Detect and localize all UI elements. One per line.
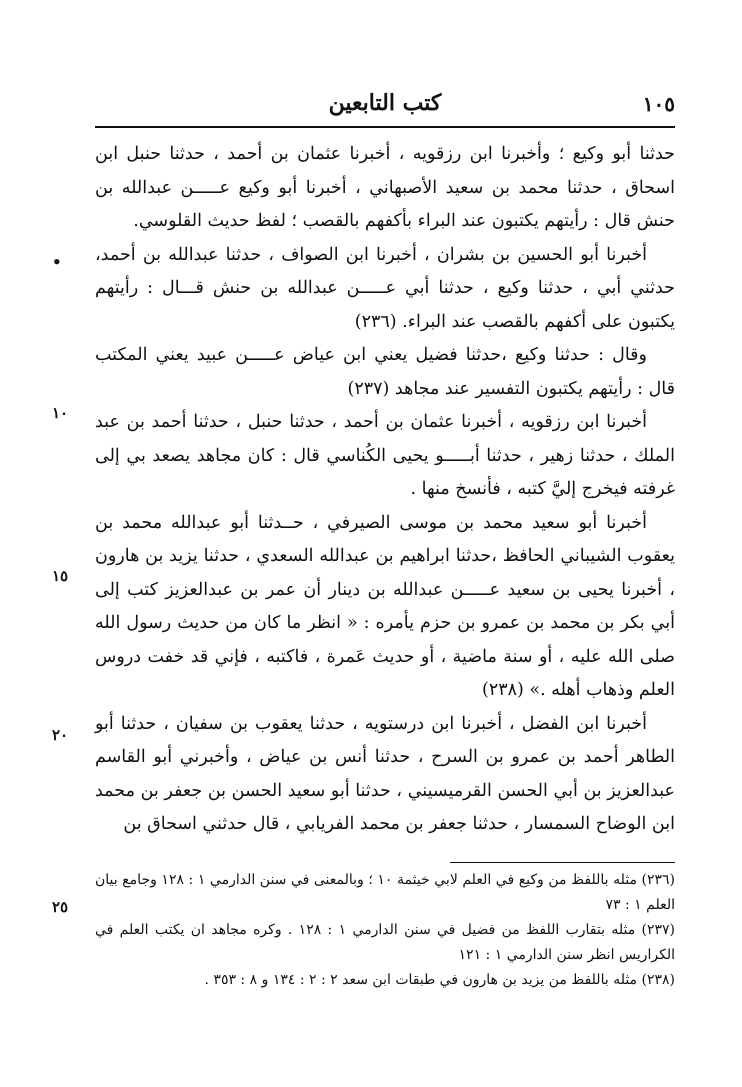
header-rule <box>95 126 675 128</box>
main-text <box>95 138 675 842</box>
paragraph: أخبرنا أبو الحسين بن بشران ، أخبرنا ابن الصواف ، حدثنا عبدالله بن أحمد، حدثني أبي ، حدثنا وكيع ، حدثنا أبي عـــــن عبدالله بن حنش قـــال : رأيتهم يكتبون على أكفهم بالقصب عند البراء. (٢٣٦) <box>95 244 675 332</box>
footnote: (٢٣٧) مثله بتقارب اللفظ من فضيل في سنن الدارمي ١ : ١٢٨ . وكره مجاهد ان يكتب العلم في الكراريس انظر سنن الدارمي ١ : ١٢١ <box>95 922 675 963</box>
page-header <box>95 90 675 124</box>
line-number-25: ٢٥ <box>52 898 69 916</box>
footnote: (٢٣٨) مثله باللفظ من يزيد بن هارون في طبقات ابن سعد ٢ : ٢ : ١٣٤ و ٨ : ٣٥٣ . <box>204 972 675 988</box>
footnote-rule <box>450 862 675 863</box>
paragraph: أخبرنا ابن رزقويه ، أخبرنا عثمان بن أحمد ، حدثنا حنبل ، حدثنا أحمد بن عبد الملك ، حدثنا زهير ، حدثنا أبـــــو يحيى الكُناسي قال : كان مجاهد يصعد بي إلى غرفته فيخرج إليَّ كتبه ، فأنسخ منها . <box>95 412 675 499</box>
footnotes <box>95 868 675 993</box>
line-number-20: ٢٠ <box>52 726 69 744</box>
paragraph: أخبرنا ابن الفضل ، أخبرنا ابن درستويه ، حدثنا يعقوب بن سفيان ، حدثنا أبو الطاهر أحمد بن عمرو بن السرح ، حدثنا أنس بن عياض ، وأخبرني أبو القاسم عبدالعزيز بن أبي الحسن القرميسيني ، حدثنا أبو سعيد الحسن بن جعفر بن محمد ابن الوضاح السمسار ، حدثنا جعفر بن محمد الفريابي ، قال حدثني اسحاق بن <box>95 713 675 834</box>
paragraph: وقال : حدثنا وكيع ،حدثنا فضيل يعني ابن عياض عـــــن عبيد يعني المكتب قال : رأيتهم يكتبون التفسير عند مجاهد (٢٣٧) <box>95 345 675 399</box>
bullet-mark: • <box>52 253 62 271</box>
paragraph: حدثنا أبو وكيع ؛ وأخبرنا ابن رزقويه ، أخبرنا عثمان بن أحمد ، حدثنا حنبل ابن اسحاق ، حدثنا محمد بن سعيد الأصبهاني ، أخبرنا أبو وكيع عـــــن عبدالله بن حنش قال : رأيتهم يكتبون عند البراء بأكفهم بالقصب ؛ لفظ حديث القلوسي. <box>95 144 675 231</box>
footnote: (٢٣٦) مثله باللفظ من وكيع في العلم لابي خيثمة ١٠ ؛ وبالمعنى في سنن الدارمي ١ : ١٢٨ وجامع بيان العلم ١ : ٧٣ <box>95 872 675 913</box>
paragraph: أخبرنا أبو سعيد محمد بن موسى الصيرفي ، حــدثنا أبو عبدالله محمد بن يعقوب الشيباني الحافظ ،حدثنا ابراهيم بن عبدالله السعدي ، حدثنا يزيد بن هارون ، أخبرنا يحيى بن سعيد عـــــن عبدالله بن دينار أن عمر بن عبدالعزيز كتب إلى أبي بكر بن محمد بن عمرو بن حزم يأمره : « انظر ما كان من حديث رسول الله صلى الله عليه ، أو سنة ماضية ، أو حديث عَمرة ، فاكتبه ، فإني قد خفت دروس العلم وذهاب أهله .» (٢٣٨) <box>95 512 675 700</box>
running-title: كتب التابعين <box>328 90 442 116</box>
line-number-15: ١٥ <box>52 567 69 585</box>
page-number: ١٠٥ <box>642 92 675 116</box>
line-number-10: ١٠ <box>52 404 69 422</box>
